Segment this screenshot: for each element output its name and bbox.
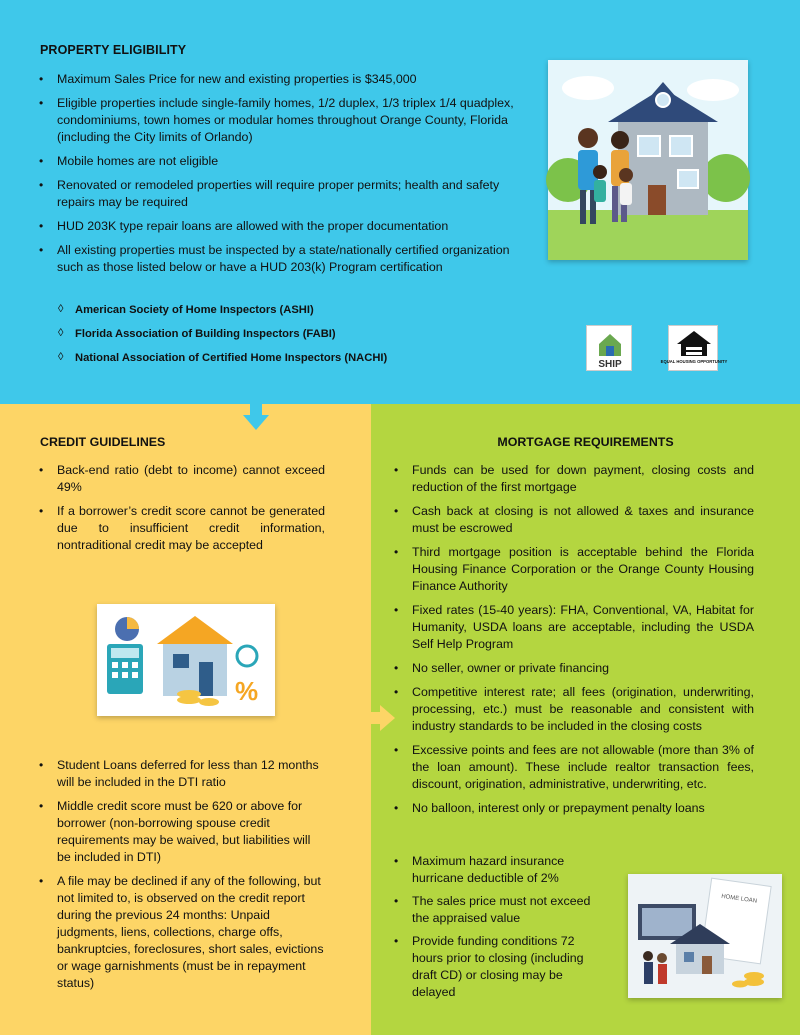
list-item: • Competitive interest rate; all fees (origination, underwriting, processing, etc.) must be reasonable and consistent with industry standards to be included in the closing costs	[392, 684, 754, 735]
credit-guidelines-section	[0, 404, 371, 1035]
property-eligibility-title: PROPERTY ELIGIBILITY	[40, 43, 187, 57]
list-item: • Eligible properties include single-family homes, 1/2 duplex, 1/3 triplex 1/4 quadplex, condominiums, town homes or modular homes throughout Orange County, Florida (including the City limits of Orlando)	[37, 95, 522, 146]
ship-logo	[586, 325, 632, 371]
credit-bullet-list-bottom	[37, 757, 325, 999]
list-item: • HUD 203K type repair loans are allowed with the proper documentation	[37, 218, 522, 235]
mortgage-requirements-section	[371, 404, 800, 1035]
list-item: • The sales price must not exceed the appraised value	[392, 893, 592, 927]
list-item: • A file may be declined if any of the following, but not limited to, is observed on the credit report during the previous 24 months: Unpaid judgments, liens, collections, charge offs, bankruptcies, foreclosures, short sales, evictions or wage garnishments (must be in repayment status)	[37, 873, 325, 992]
arrow-right-icon	[368, 705, 396, 731]
list-item: • Cash back at closing is not allowed & taxes and insurance must be escrowed	[392, 503, 754, 537]
mortgage-bullet-list-top	[392, 462, 754, 824]
list-item: • Fixed rates (15-40 years): FHA, Conventional, VA, Habitat for Humanity, USDA loans are acceptable, including the USDA Self Help Program	[392, 602, 754, 653]
list-item: • Mobile homes are not eligible	[37, 153, 522, 170]
arrow-down-icon	[243, 403, 269, 431]
list-item: • If a borrower’s credit score cannot be generated due to insufficient credit information, nontraditional credit may be accepted	[37, 503, 325, 554]
credit-guidelines-title: CREDIT GUIDELINES	[40, 435, 166, 449]
list-item: • Student Loans deferred for less than 12 months will be included in the DTI ratio	[37, 757, 325, 791]
home-loan-illustration	[628, 874, 782, 998]
family-house-illustration	[548, 60, 748, 260]
home-loan-doc-text: HOME LOAN	[720, 893, 758, 905]
list-item: • Maximum hazard insurance hurricane deductible of 2%	[392, 853, 592, 887]
list-item: • No balloon, interest only or prepayment penalty loans	[392, 800, 754, 817]
list-item: • All existing properties must be inspected by a state/nationally certified organization such as those listed below or have a HUD 203(k) Program certification	[37, 242, 522, 276]
mortgage-bullet-list-bottom	[392, 853, 592, 1007]
ship-logo-text: SHIP	[598, 359, 622, 370]
list-item: • Funds can be used for down payment, closing costs and reduction of the first mortgage	[392, 462, 754, 496]
list-item: • Back-end ratio (debt to income) cannot exceed 49%	[37, 462, 325, 496]
list-item: • Excessive points and fees are not allowable (more than 3% of the loan amount). These include realtor transaction fees, discount, origination, administrative, underwriting, etc.	[392, 742, 754, 793]
list-item: • Provide funding conditions 72 hours prior to closing (including draft CD) or closing may be delayed	[392, 933, 592, 1001]
list-item: ◊ American Society of Home Inspectors (ASHI)	[57, 303, 477, 317]
credit-bullet-list-top	[37, 462, 325, 561]
equal-housing-logo	[660, 325, 728, 371]
list-item: ◊ Florida Association of Building Inspectors (FABI)	[57, 327, 477, 341]
list-item: • No seller, owner or private financing	[392, 660, 754, 677]
list-item: • Renovated or remodeled properties will require proper permits; health and safety repairs may be required	[37, 177, 522, 211]
equal-housing-text: EQUAL HOUSING OPPORTUNITY	[660, 359, 728, 364]
mortgage-requirements-title: MORTGAGE REQUIREMENTS	[497, 435, 674, 449]
inspector-organization-list	[57, 303, 477, 375]
finance-illustration	[97, 604, 275, 716]
list-item: • Third mortgage position is acceptable behind the Florida Housing Finance Corporation or the Orange County Housing Finance Authority	[392, 544, 754, 595]
list-item: ◊ National Association of Certified Home Inspectors (NACHI)	[57, 351, 477, 365]
list-item: • Middle credit score must be 620 or above for borrower (non-borrowing spouse credit requirements may be waived, but liabilities will be included in DTI)	[37, 798, 325, 866]
property-eligibility-section	[0, 0, 800, 404]
property-bullet-list	[37, 71, 522, 283]
svg-text:%: %	[235, 676, 259, 706]
list-item: • Maximum Sales Price for new and existing properties is $345,000	[37, 71, 522, 88]
